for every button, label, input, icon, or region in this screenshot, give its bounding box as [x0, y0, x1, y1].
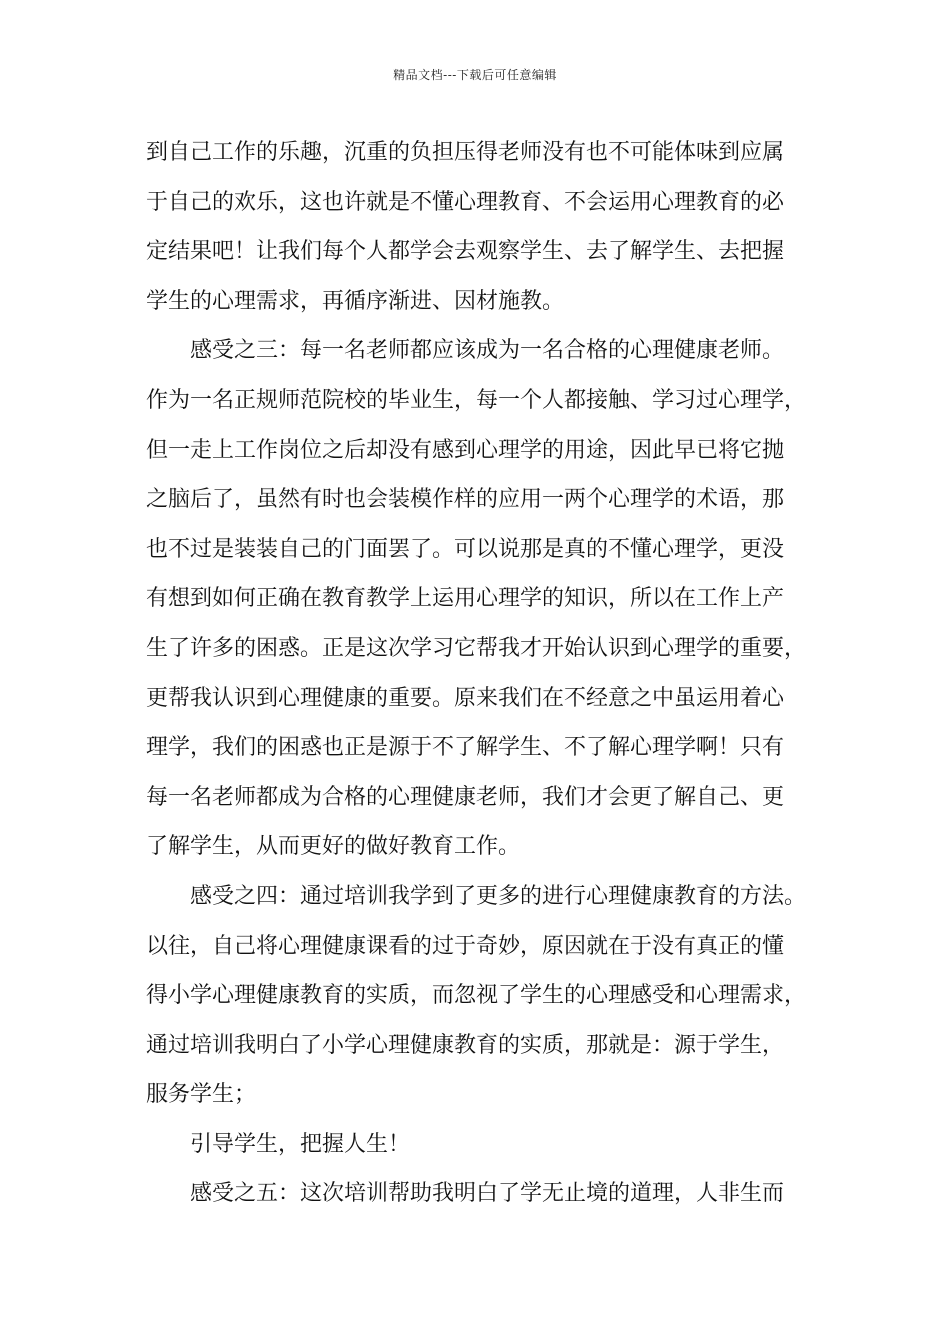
text-line: 学生的心理需求，再循序渐进、因材施教。: [146, 288, 565, 314]
text-line: 定结果吧！让我们每个人都学会去观察学生、去了解学生、去把握: [146, 239, 785, 265]
text-line: 引导学生，把握人生！: [190, 1131, 411, 1157]
text-line: 作为一名正规师范院校的毕业生，每一个人都接触、学习过心理学，: [146, 387, 807, 413]
text-line: 每一名老师都成为合格的心理健康老师，我们才会更了解自己、更: [146, 784, 785, 810]
text-line: 于自己的欢乐，这也许就是不懂心理教育、不会运用心理教育的必: [146, 189, 785, 215]
text-line: 到自己工作的乐趣，沉重的负担压得老师没有也不可能体味到应属: [146, 140, 785, 165]
text-line: 之脑后了，虽然有时也会装模作样的应用一两个心理学的术语，那: [146, 487, 785, 513]
text-line: 通过培训我明白了小学心理健康教育的实质，那就是：源于学生，: [146, 1032, 785, 1058]
text-line: 理学，我们的困惑也正是源于不了解学生、不了解心理学啊！只有: [146, 735, 785, 761]
text-line: 了解学生，从而更好的做好教育工作。: [146, 834, 521, 860]
page-header: 精品文档---下载后可任意编辑: [393, 68, 557, 82]
text-line: 也不过是装装自己的门面罢了。可以说那是真的不懂心理学，更没: [146, 536, 785, 562]
text-line: 感受之四：通过培训我学到了更多的进行心理健康教育的方法。: [190, 883, 807, 909]
text-line: 但一走上工作岗位之后却没有感到心理学的用途，因此早已将它抛: [146, 437, 785, 463]
text-line: 感受之三：每一名老师都应该成为一名合格的心理健康老师。: [190, 338, 785, 364]
text-line: 有想到如何正确在教育教学上运用心理学的知识，所以在工作上产: [146, 586, 785, 612]
text-line: 更帮我认识到心理健康的重要。原来我们在不经意之中虽运用着心: [146, 685, 785, 711]
text-line: 生了许多的困惑。正是这次学习它帮我才开始认识到心理学的重要，: [146, 635, 807, 661]
text-line: 服务学生；: [146, 1082, 257, 1108]
text-line: 得小学心理健康教育的实质，而忽视了学生的心理感受和心理需求，: [146, 983, 807, 1009]
body-text: [146, 128, 826, 1219]
text-line: 感受之五：这次培训帮助我明白了学无止境的道理，人非生而: [190, 1181, 785, 1207]
text-line: 以往，自己将心理健康课看的过于奇妙，原因就在于没有真正的懂: [146, 933, 785, 959]
